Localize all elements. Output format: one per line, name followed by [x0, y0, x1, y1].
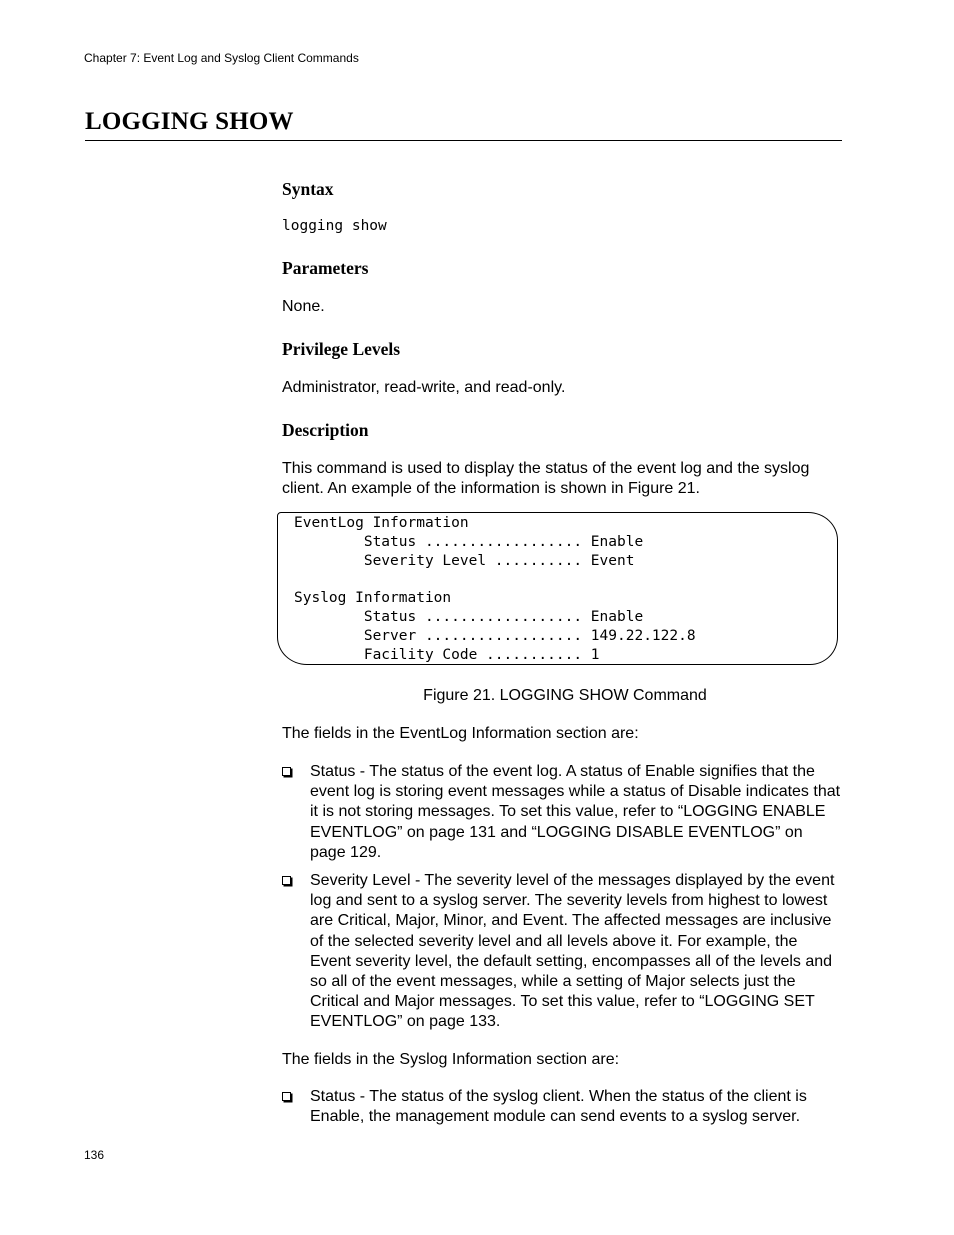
checkbox-bullet-icon	[282, 1092, 291, 1101]
page-number: 136	[84, 1148, 105, 1162]
syntax-code: logging show	[282, 218, 387, 234]
figure-caption: Figure 21. LOGGING SHOW Command	[423, 687, 707, 704]
figure-box	[277, 512, 838, 665]
syslog-intro: The fields in the Syslog Information section are:	[282, 1051, 620, 1068]
bullet-text: Severity Level - The severity level of the messages displayed by the event log and sent to a syslog server. The severity levels from highest to lowest are Critical, Major, Minor, and Event. The affected messages are inclusive of the selected severity level and all levels above it. For example, the Event severity level, the default setting, encompasses all of the levels and so all of the event messages, while a setting of Major selects just the Critical and Major messages. To set this value, refer to “LOGGING SET EVENTLOG” on page 133.	[310, 872, 835, 1031]
description-heading: Description	[282, 420, 369, 440]
syntax-heading: Syntax	[282, 179, 334, 199]
running-head: Chapter 7: Event Log and Syslog Client Commands	[84, 51, 359, 65]
title-rule	[85, 140, 842, 141]
bullet-text: Status - The status of the syslog client. When the status of the client is Enable, the management module can send events to a syslog server.	[310, 1088, 807, 1126]
eventlog-intro: The fields in the EventLog Information section are:	[282, 725, 639, 742]
privilege-levels-text: Administrator, read-write, and read-only.	[282, 379, 566, 396]
description-text: This command is used to display the status of the event log and the syslog client. An example of the information is shown in Figure 21.	[282, 460, 810, 498]
code-block: EventLog Information Status .................. Enable Severity Level .......... Event Syslog Information Status .................. Enable Server .................. 149.22.122.8 Facility Code ........... 1	[294, 515, 696, 663]
privilege-levels-heading: Privilege Levels	[282, 339, 401, 359]
parameters-heading: Parameters	[282, 258, 369, 278]
page-title: LOGGING SHOW	[85, 108, 294, 135]
checkbox-bullet-icon	[282, 767, 291, 776]
bullet-text: Status - The status of the event log. A status of Enable signifies that the event log is storing event messages while a status of Disable indicates that it is not storing messages. To set this value, refer to “LOGGING ENABLE EVENTLOG” on page 131 and “LOGGING DISABLE EVENTLOG” on page 129.	[310, 763, 841, 861]
checkbox-bullet-icon	[282, 876, 291, 885]
parameters-text: None.	[282, 298, 325, 315]
